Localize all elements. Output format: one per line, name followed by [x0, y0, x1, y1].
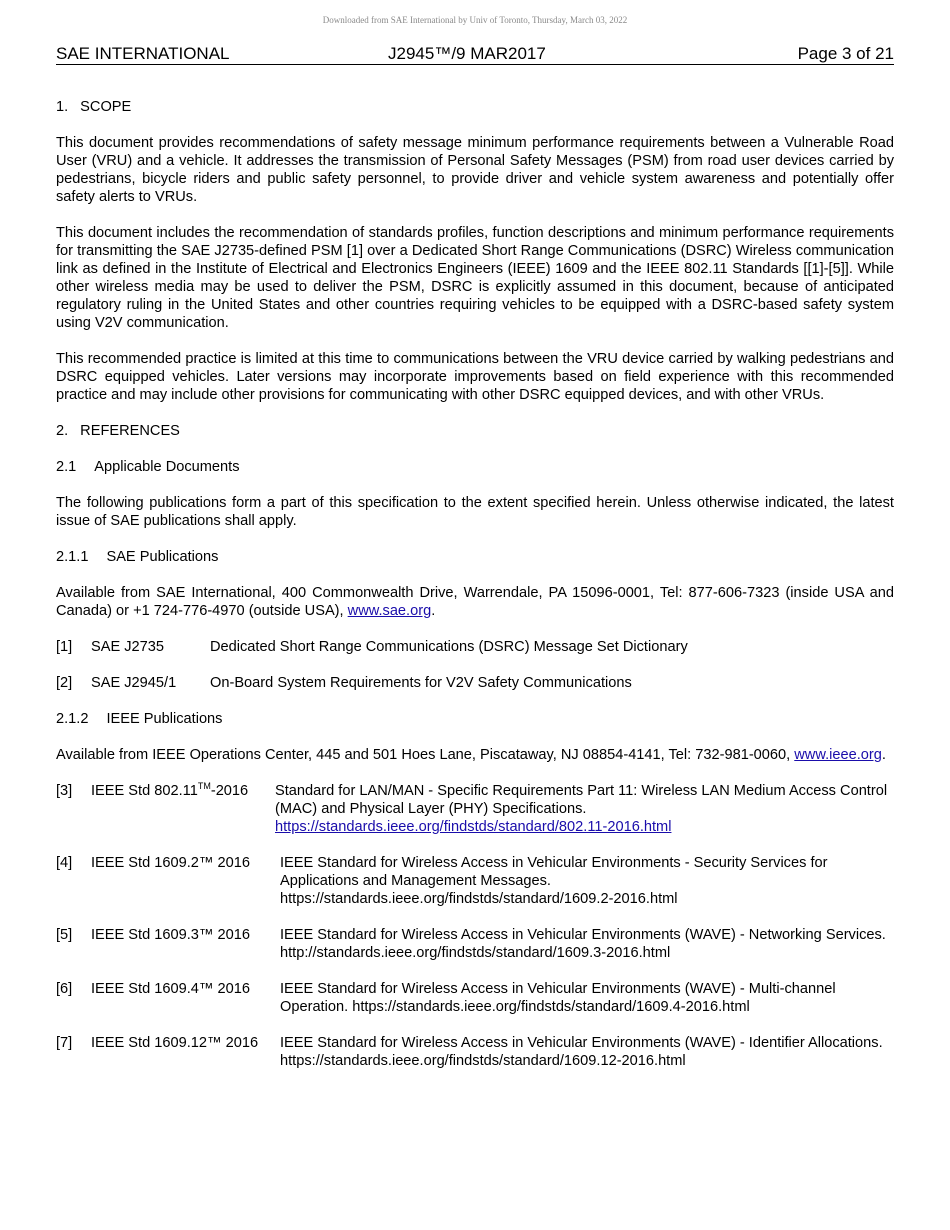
reference-title: On-Board System Requirements for V2V Safety Communications	[210, 675, 632, 691]
header-document-id: J2945™/9 MAR2017	[388, 44, 546, 63]
subsection-title: Applicable Documents	[94, 459, 240, 475]
reference-item	[56, 980, 894, 1016]
scope-paragraph-2: This document includes the recommendation of standards profiles, function descriptions and minimum performance requirements for transmitting the SAE J2735-defined PSM [1] over a Dedicated Short Range Communications (DSRC) Wireless communication link as defined in the Institute of Electrical and Electronics Engineers (IEEE) 1609 and the IEEE 802.11 Standards [[1]-[5]]. While other wireless media may be used to deliver the PSM, DSRC is explicitly assumed in this document, because of anticipated regulatory ruling in the United States and other countries requiring vehicles to be equipped with a DSRC-based safety system using V2V communication.	[56, 225, 894, 331]
reference-item	[56, 638, 894, 656]
trademark-superscript: TM	[197, 781, 211, 792]
sae-availability-paragraph	[56, 584, 894, 620]
subsection-title: IEEE Publications	[106, 711, 223, 727]
reference-item	[56, 782, 894, 836]
reference-title: IEEE Standard for Wireless Access in Vehicular Environments (WAVE) - Identifier Allocations. https://standards.ieee.org/findstds/standard/1609.12-2016.html	[280, 1035, 883, 1069]
reference-number: [4]	[56, 855, 73, 871]
reference-number: [5]	[56, 927, 73, 943]
section-title: SCOPE	[80, 99, 132, 115]
reference-id-main: IEEE Std 802.11	[91, 783, 198, 799]
section-number: 1.	[56, 99, 69, 115]
reference-id: IEEE Std 1609.3™ 2016	[91, 927, 251, 943]
reference-title-text: Standard for LAN/MAN - Specific Requirements Part 11: Wireless LAN Medium Access Control (MAC) and Physical Layer (PHY) Specifications.	[275, 783, 888, 817]
reference-id-year: -2016	[210, 783, 249, 799]
ieee-availability-paragraph	[56, 746, 894, 764]
period: .	[881, 747, 886, 763]
subsection-heading-applicable	[56, 458, 894, 476]
reference-item	[56, 674, 894, 692]
reference-id: IEEE Std 1609.4™ 2016	[91, 981, 251, 997]
subsection-number: 2.1	[56, 459, 77, 475]
header-page-number: Page 3 of 21	[797, 44, 894, 63]
subsection-title: SAE Publications	[106, 549, 219, 565]
scope-paragraph-1: This document provides recommendations of safety message minimum performance requirements between a Vulnerable Road User (VRU) and a vehicle. It addresses the transmission of Personal Safety Messages (PSM) from road user devices carried by pedestrians, bicycle riders and public safety personnel, to provide driver and vehicle system awareness and potentially offer safety alerts to VRUs.	[56, 135, 894, 205]
section-heading-scope	[56, 98, 894, 116]
ieee-availability-text: Available from IEEE Operations Center, 445 and 501 Hoes Lane, Piscataway, NJ 08854-4141, Tel: 732-981-0060,	[56, 747, 795, 763]
reference-title	[275, 782, 894, 836]
reference-title	[280, 854, 894, 908]
reference-title: IEEE Standard for Wireless Access in Vehicular Environments (WAVE) - Multi-channel Operation. https://standards.ieee.org/findstds/standard/1609.4-2016.html	[280, 981, 836, 1015]
reference-number: [2]	[56, 675, 73, 691]
page-header	[56, 44, 894, 65]
reference-id	[91, 782, 248, 800]
reference-url-link[interactable]: https://standards.ieee.org/findstds/standard/802.11-2016.html	[275, 819, 672, 835]
ieee-website-link[interactable]: www.ieee.org	[794, 747, 882, 763]
reference-item	[56, 1034, 894, 1070]
reference-url: https://standards.ieee.org/findstds/standard/1609.2-2016.html	[280, 891, 678, 907]
subsection-number: 2.1.2	[56, 711, 89, 727]
document-body	[56, 98, 894, 1088]
reference-number: [7]	[56, 1035, 73, 1051]
header-publisher: SAE INTERNATIONAL	[56, 44, 230, 63]
sae-availability-text: Available from SAE International, 400 Commonwealth Drive, Warrendale, PA 15096-0001, Tel: 877-606-7323 (inside USA and Canada) or +1 724-776-4970 (outside USA),	[56, 585, 894, 619]
reference-title: Dedicated Short Range Communications (DSRC) Message Set Dictionary	[210, 639, 688, 655]
reference-id: IEEE Std 1609.2™ 2016	[91, 855, 251, 871]
reference-id: IEEE Std 1609.12™ 2016	[91, 1035, 259, 1051]
reference-title-text: IEEE Standard for Wireless Access in Vehicular Environments - Security Services for Applications and Management Messages.	[280, 855, 828, 889]
reference-id: SAE J2735	[91, 639, 165, 655]
section-heading-references	[56, 422, 894, 440]
reference-number: [3]	[56, 783, 73, 799]
section-title: REFERENCES	[80, 423, 180, 439]
section-number: 2.	[56, 423, 69, 439]
reference-id: SAE J2945/1	[91, 675, 177, 691]
period: .	[431, 603, 436, 619]
reference-item	[56, 854, 894, 908]
applicable-paragraph: The following publications form a part of this specification to the extent specified herein. Unless otherwise indicated, the latest issue of SAE publications shall apply.	[56, 495, 894, 529]
reference-number: [6]	[56, 981, 73, 997]
download-watermark: Downloaded from SAE International by Univ of Toronto, Thursday, March 03, 2022	[322, 15, 628, 25]
subsection-heading-sae	[56, 548, 894, 566]
scope-paragraph-3: This recommended practice is limited at this time to communications between the VRU device carried by walking pedestrians and DSRC equipped vehicles. Later versions may incorporate improvements based on field experience with this recommended practice and may include other provisions for communicating with other DSRC equipped devices, and with other VRUs.	[56, 351, 894, 403]
sae-website-link[interactable]: www.sae.org	[347, 603, 432, 619]
subsection-number: 2.1.1	[56, 549, 89, 565]
reference-item	[56, 926, 894, 962]
reference-number: [1]	[56, 639, 73, 655]
subsection-heading-ieee	[56, 710, 894, 728]
reference-title: IEEE Standard for Wireless Access in Vehicular Environments (WAVE) - Networking Services. http://standards.ieee.org/findstds/standard/1609.3-2016.html	[280, 927, 886, 961]
